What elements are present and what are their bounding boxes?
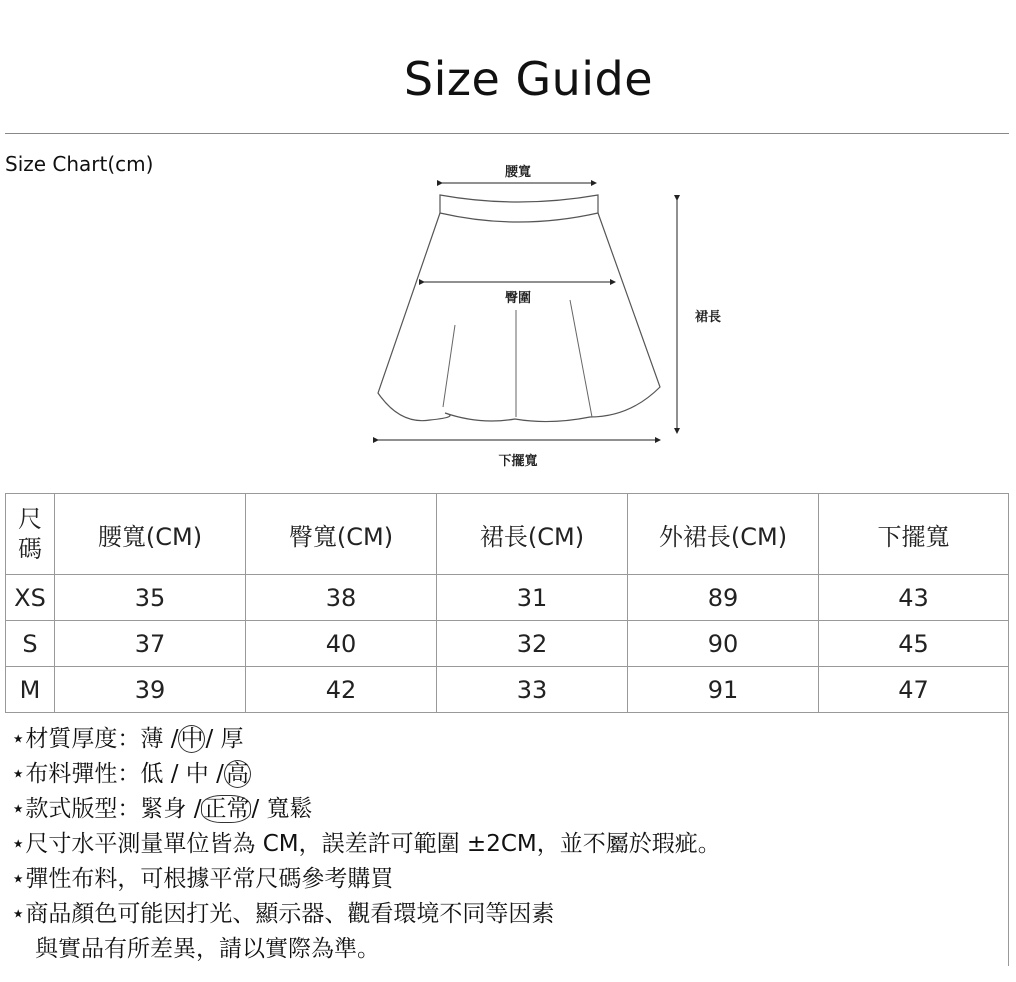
header-hem: 下擺寬 — [819, 494, 1009, 575]
size-table — [5, 493, 1009, 713]
cell: 40 — [246, 621, 437, 667]
note-measurement: ⋆尺寸水平測量單位皆為 CM，誤差許可範圍 ±2CM，並不屬於瑕疵。 — [11, 831, 721, 857]
header-outer-length: 外裙長(CM) — [628, 494, 819, 575]
cell: 45 — [819, 621, 1009, 667]
cell: 90 — [628, 621, 819, 667]
title-divider — [5, 133, 1009, 134]
note-fit — [11, 790, 313, 823]
cell-size: M — [6, 667, 55, 713]
table-row — [6, 621, 1009, 667]
note-elasticity — [11, 755, 251, 788]
skirt-diagram — [370, 155, 750, 485]
cell-size: S — [6, 621, 55, 667]
option-selected: 正常 — [203, 796, 250, 822]
option: 低 / 中 / — [140, 761, 224, 787]
header-length: 裙長(CM) — [437, 494, 628, 575]
page-title: Size Guide — [403, 52, 654, 106]
option: / 厚 — [205, 726, 244, 752]
note-label: ⋆材質厚度： — [11, 726, 141, 752]
cell: 39 — [55, 667, 246, 713]
note-label: ⋆款式版型： — [11, 796, 141, 822]
cell: 47 — [819, 667, 1009, 713]
cell: 43 — [819, 575, 1009, 621]
table-header-row — [6, 494, 1009, 575]
option: / 寬鬆 — [251, 796, 313, 822]
table-row — [6, 575, 1009, 621]
cell: 38 — [246, 575, 437, 621]
cell: 89 — [628, 575, 819, 621]
header-size: 尺 碼 — [6, 494, 55, 575]
option-selected: 中 — [180, 726, 204, 752]
cell: 37 — [55, 621, 246, 667]
cell: 33 — [437, 667, 628, 713]
option-selected: 高 — [225, 761, 249, 787]
skirt-pleat — [570, 300, 592, 417]
table-row — [6, 667, 1009, 713]
skirt-waistband — [440, 195, 598, 222]
skirt-body — [378, 213, 660, 422]
size-chart-label: Size Chart(cm) — [5, 152, 154, 176]
hem-label: 下擺寬 — [498, 454, 538, 469]
cell: 32 — [437, 621, 628, 667]
note-color: ⋆商品顏色可能因打光、顯示器、觀看環境不同等因素 — [11, 901, 555, 927]
cell: 35 — [55, 575, 246, 621]
header-hip: 臀寬(CM) — [246, 494, 437, 575]
waist-label: 腰寬 — [504, 165, 532, 180]
cell-size: XS — [6, 575, 55, 621]
hip-label: 臀圍 — [504, 291, 532, 306]
header-waist: 腰寬(CM) — [55, 494, 246, 575]
note-elastic-fabric: ⋆彈性布料，可根據平常尺碼參考購買 — [11, 866, 394, 892]
cell: 31 — [437, 575, 628, 621]
option: 緊身 / — [140, 796, 202, 822]
length-label: 裙長 — [695, 310, 722, 325]
cell: 91 — [628, 667, 819, 713]
note-label: ⋆布料彈性： — [11, 761, 141, 787]
note-material — [11, 720, 244, 753]
option: 薄 / — [140, 726, 179, 752]
notes-section — [5, 712, 1009, 966]
skirt-pleat — [443, 325, 455, 407]
cell: 42 — [246, 667, 437, 713]
note-color-cont: 與實品有所差異，請以實際為準。 — [35, 936, 380, 962]
